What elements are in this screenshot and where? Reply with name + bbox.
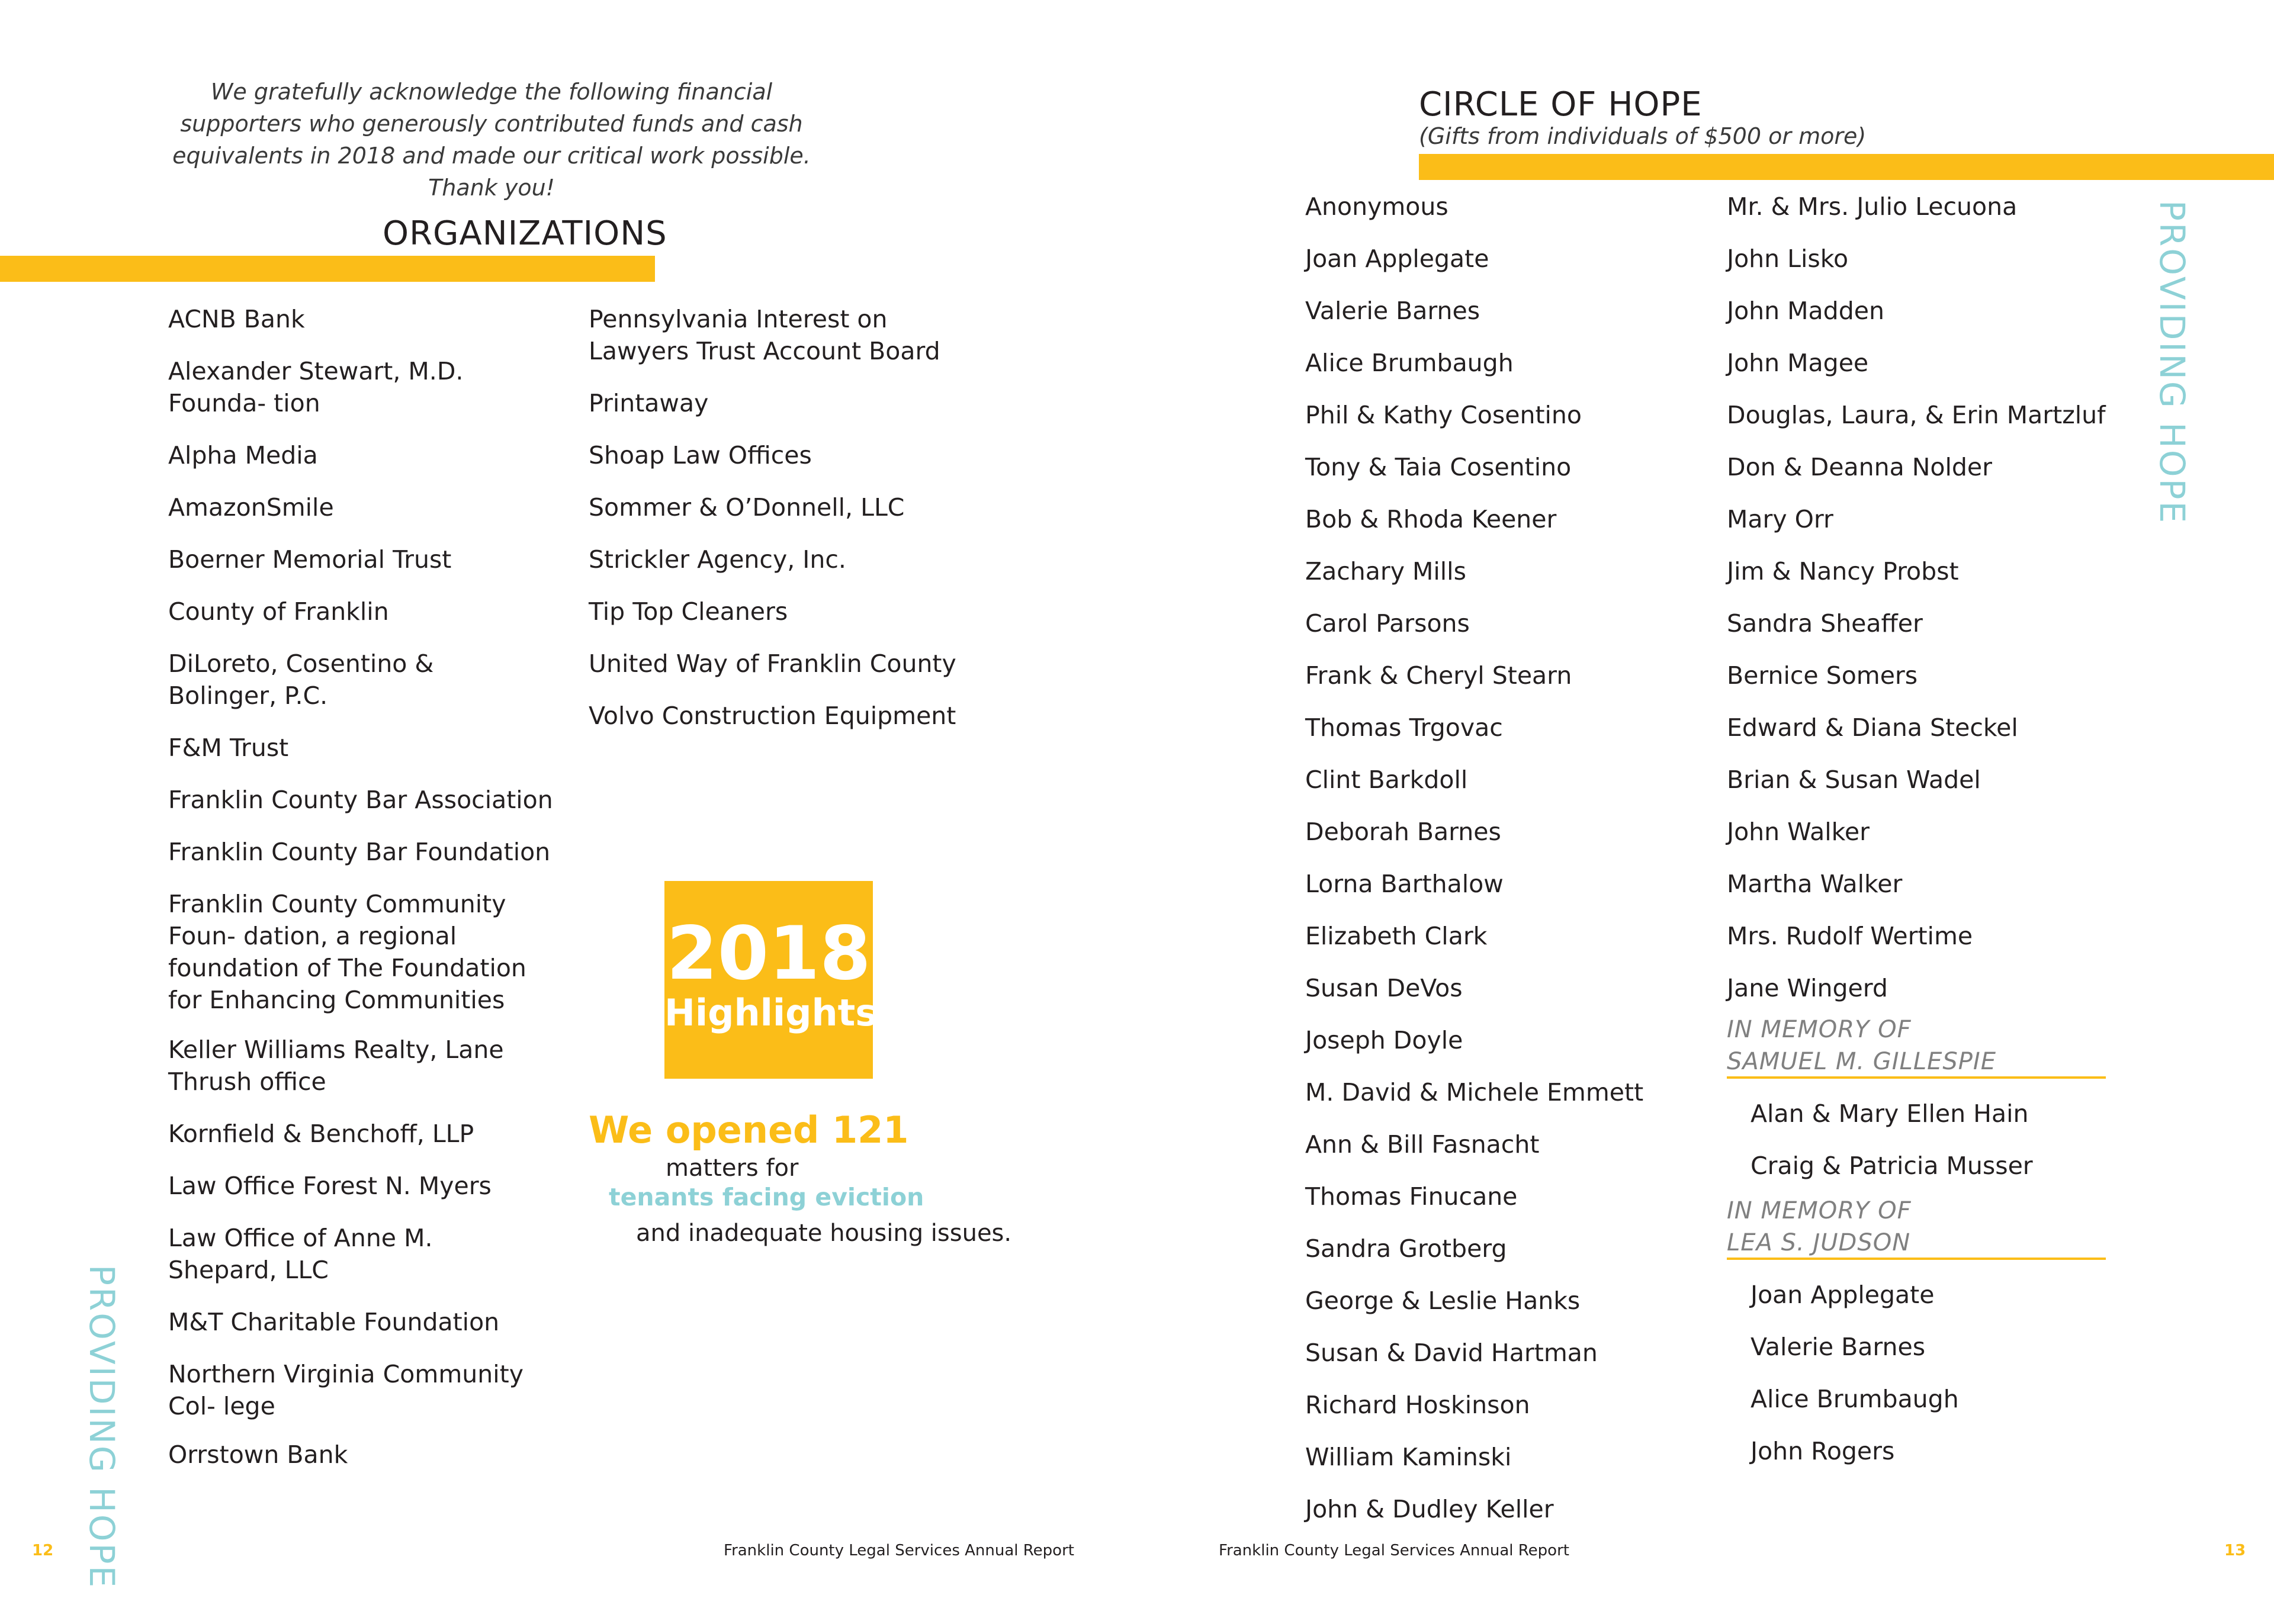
circle-of-hope-title: CIRCLE OF HOPE (1419, 85, 1703, 124)
highlight-stat-line: and inadequate housing issues. (636, 1220, 1012, 1247)
list-item: Bob & Rhoda Keener (1305, 505, 1557, 533)
list-item: Mary Orr (1727, 505, 1833, 533)
list-item: Valerie Barnes (1305, 297, 1480, 325)
list-item: Alan & Mary Ellen Hain (1751, 1099, 2029, 1128)
list-item: Brian & Susan Wadel (1727, 766, 1981, 794)
intro-text: We gratefully acknowledge the following financial supporters who generously contributed funds and cash equivalents in 2018 and made our critical work possible. Thank you! (172, 79, 811, 201)
list-item: Law Office Forest N. Myers (168, 1172, 492, 1200)
highlight-stat-number: We opened 121 (589, 1108, 909, 1152)
list-item: Lorna Barthalow (1305, 870, 1504, 898)
list-item: John Walker (1727, 818, 1870, 846)
list-item: Elizabeth Clark (1305, 922, 1488, 950)
list-item: Edward & Diana Steckel (1727, 713, 2018, 742)
list-item: F&M Trust (168, 734, 289, 762)
list-item: Printaway (589, 389, 709, 417)
list-item: Thomas Trgovac (1305, 713, 1503, 742)
highlight-stat-emphasis: tenants facing eviction (609, 1183, 924, 1211)
list-item: Shoap Law Offices (589, 441, 812, 469)
list-item: Phil & Kathy Cosentino (1305, 401, 1582, 429)
list-item: Thomas Finucane (1305, 1182, 1518, 1211)
list-item: Tip Top Cleaners (589, 597, 788, 626)
list-item: Joseph Doyle (1305, 1026, 1463, 1054)
list-item: William Kaminski (1305, 1443, 1512, 1471)
list-item: Alice Brumbaugh (1751, 1385, 1959, 1413)
list-item: Don & Deanna Nolder (1727, 453, 1992, 481)
list-item: M. David & Michele Emmett (1305, 1078, 1644, 1107)
memorial-heading (1727, 1014, 1996, 1078)
list-item: Boerner Memorial Trust (168, 545, 452, 574)
organizations-title-bar (0, 256, 655, 282)
page-number-left: 12 (32, 1542, 54, 1559)
list-item: Bernice Somers (1727, 661, 1918, 690)
list-item: John Lisko (1727, 245, 1849, 273)
list-item: Richard Hoskinson (1305, 1391, 1530, 1419)
side-label-right: PROVIDING HOPE (2152, 200, 2192, 525)
organizations-title: ORGANIZATIONS (383, 214, 667, 253)
footer-right: Franklin County Legal Services Annual Report (1219, 1542, 1569, 1559)
memorial-heading (1727, 1195, 1912, 1259)
list-item: Sandra Sheaffer (1727, 609, 1923, 638)
list-item: Orrstown Bank (168, 1440, 348, 1469)
memorial-divider (1727, 1076, 2106, 1079)
highlights-badge (664, 881, 878, 1079)
list-item: Susan DeVos (1305, 974, 1463, 1002)
footer-left: Franklin County Legal Services Annual Report (724, 1542, 1074, 1559)
page-number-right: 13 (2224, 1542, 2246, 1559)
list-item: ACNB Bank (168, 305, 305, 333)
list-item: John & Dudley Keller (1305, 1495, 1554, 1523)
list-item: Franklin County Community Foun- dation, a regional foundation of The Foundation for Enhancing Communities (168, 890, 526, 1014)
memorial-heading-line1: IN MEMORY OF (1727, 1197, 1912, 1224)
highlights-year: 2018 (666, 911, 871, 996)
list-item: Franklin County Bar Association (168, 786, 553, 814)
memorial-heading-line2: LEA S. JUDSON (1727, 1229, 1911, 1256)
list-item: Joan Applegate (1305, 245, 1489, 273)
list-item: AmazonSmile (168, 493, 334, 522)
list-item: Mrs. Rudolf Wertime (1727, 922, 1973, 950)
list-item: Zachary Mills (1305, 557, 1466, 586)
list-item: Frank & Cheryl Stearn (1305, 661, 1572, 690)
list-item: Clint Barkdoll (1305, 766, 1468, 794)
list-item: Strickler Agency, Inc. (589, 545, 846, 574)
list-item: Martha Walker (1727, 870, 1903, 898)
list-item: M&T Charitable Foundation (168, 1308, 500, 1336)
list-item: Craig & Patricia Musser (1751, 1152, 2033, 1180)
list-item: John Magee (1727, 349, 1869, 377)
list-item: Carol Parsons (1305, 609, 1470, 638)
list-item: George & Leslie Hanks (1305, 1287, 1581, 1315)
list-item: Kornfield & Benchoff, LLP (168, 1120, 474, 1148)
circle-of-hope-title-bar (1419, 154, 2274, 180)
list-item: Jim & Nancy Probst (1727, 557, 1959, 586)
list-item: Mr. & Mrs. Julio Lecuona (1727, 192, 2018, 221)
list-item: County of Franklin (168, 597, 389, 626)
list-item: Tony & Taia Cosentino (1305, 453, 1572, 481)
highlight-stat-line: matters for (666, 1155, 799, 1182)
list-item: John Rogers (1751, 1437, 1895, 1465)
memorial-heading-line2: SAMUEL M. GILLESPIE (1727, 1048, 1996, 1075)
side-label-left: PROVIDING HOPE (82, 1265, 122, 1590)
list-item: Deborah Barnes (1305, 818, 1501, 846)
highlights-word: Highlights (664, 991, 878, 1034)
memorial-heading-line1: IN MEMORY OF (1727, 1016, 1912, 1043)
circle-of-hope-subtitle: (Gifts from individuals of $500 or more) (1419, 123, 1867, 149)
list-item: Franklin County Bar Foundation (168, 838, 551, 866)
list-item: Sommer & O’Donnell, LLC (589, 493, 905, 522)
memorial-divider (1727, 1258, 2106, 1260)
list-item: Douglas, Laura, & Erin Martzluf (1727, 401, 2106, 429)
list-item: Volvo Construction Equipment (589, 702, 956, 730)
list-item: Alpha Media (168, 441, 318, 469)
list-item: Northern Virginia Community Col- lege (168, 1360, 523, 1420)
list-item: Valerie Barnes (1751, 1333, 1926, 1361)
list-item: Alice Brumbaugh (1305, 349, 1514, 377)
list-item: DiLoreto, Cosentino & Bolinger, P.C. (168, 649, 434, 710)
list-item: Pennsylvania Interest on Lawyers Trust Account Board (589, 305, 940, 365)
list-item: Jane Wingerd (1727, 974, 1888, 1002)
list-item: Anonymous (1305, 192, 1448, 221)
list-item: Ann & Bill Fasnacht (1305, 1130, 1540, 1159)
list-item: United Way of Franklin County (589, 649, 956, 678)
list-item: Sandra Grotberg (1305, 1234, 1507, 1263)
list-item: Keller Williams Realty, Lane Thrush office (168, 1035, 504, 1096)
list-item: Law Office of Anne M. Shepard, LLC (168, 1224, 433, 1284)
list-item: Alexander Stewart, M.D. Founda- tion (168, 357, 464, 417)
list-item: Susan & David Hartman (1305, 1339, 1598, 1367)
list-item: Joan Applegate (1751, 1281, 1935, 1309)
list-item: John Madden (1727, 297, 1884, 325)
